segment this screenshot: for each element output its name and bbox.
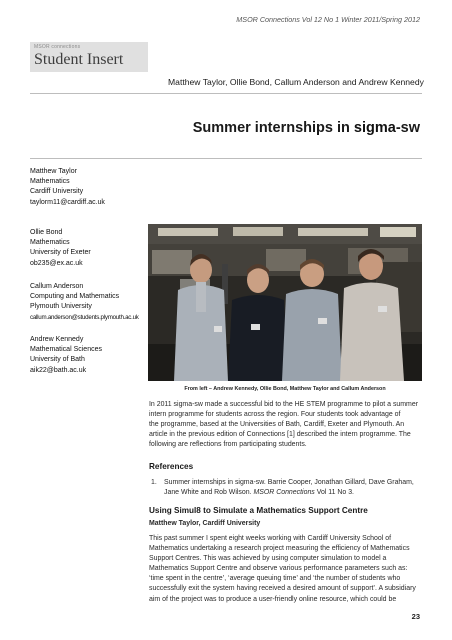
affiliation-dept: Mathematics bbox=[30, 239, 70, 247]
affiliation-dept: Mathematics bbox=[30, 178, 70, 186]
photo-caption: From left – Andrew Kennedy, Ollie Bond, Matthew Taylor and Callum Anderson bbox=[184, 386, 386, 392]
intro-line: intern programme for students across the region. Four students took advantage of bbox=[149, 411, 401, 419]
photo-illustration bbox=[148, 224, 422, 381]
affiliation-email[interactable]: ob235@ex.ac.uk bbox=[30, 259, 83, 267]
affiliation-university: Plymouth University bbox=[30, 303, 92, 311]
section-heading: Using Simul8 to Simulate a Mathematics Support Centre bbox=[149, 506, 368, 515]
body-line: aim of the project was to produce a user-friendly online resource, which could be bbox=[149, 595, 397, 603]
affiliation-name: Andrew Kennedy bbox=[30, 336, 84, 343]
page-number: 23 bbox=[411, 612, 420, 621]
insert-title: Student Insert bbox=[34, 51, 124, 68]
sigma-brand: sigma bbox=[353, 120, 396, 136]
journal-name: MSOR Connections bbox=[253, 489, 315, 497]
running-head: MSOR Connections Vol 12 No 1 Winter 2011/Spring 2012 bbox=[236, 15, 420, 24]
body-line: successfully exit the system having received a desired amount of support’. A subsidiary bbox=[149, 585, 416, 593]
divider-title bbox=[30, 158, 422, 159]
affiliation-dept: Mathematical Sciences bbox=[30, 346, 102, 354]
reference-line: Summer internships in sigma-sw. Barrie Cooper, Jonathan Gillard, Dave Graham, bbox=[164, 479, 414, 486]
affiliation-name: Ollie Bond bbox=[30, 229, 63, 236]
student-insert-banner bbox=[30, 42, 148, 72]
interns-group-photo bbox=[148, 224, 422, 381]
section-byline: Matthew Taylor, Cardiff University bbox=[149, 520, 261, 527]
affiliation-taylor bbox=[30, 167, 152, 208]
affiliation-email[interactable]: callum.anderson@students.plymouth.ac.uk bbox=[30, 313, 139, 321]
insert-small-label: MSOR connections bbox=[34, 44, 81, 50]
article-title: Summer internships in sigma-sw bbox=[192, 120, 420, 136]
intro-line: the programme, based at the Universities of Bath, Cardiff, Exeter and Plymouth. An bbox=[149, 421, 405, 429]
affiliation-kennedy bbox=[30, 335, 152, 376]
body-line: Support Centres. This was achieved by using computer simulation to model a bbox=[149, 555, 387, 563]
reference-number: 1. bbox=[151, 479, 157, 486]
intro-line: following are reflections from participating students. bbox=[149, 441, 307, 449]
affiliation-anderson bbox=[30, 282, 152, 323]
divider-top bbox=[30, 93, 422, 94]
affiliation-university: University of Exeter bbox=[30, 249, 91, 257]
body-line: This past summer I spent eight weeks working with Cardiff University School of bbox=[149, 535, 392, 542]
affiliation-email[interactable]: aik22@bath.ac.uk bbox=[30, 366, 87, 374]
affiliation-dept: Computing and Mathematics bbox=[30, 293, 120, 301]
affiliation-bond bbox=[30, 228, 152, 269]
affiliation-name: Matthew Taylor bbox=[30, 168, 77, 175]
authors-line: Matthew Taylor, Ollie Bond, Callum Anderson and Andrew Kennedy bbox=[168, 77, 424, 87]
intro-paragraph bbox=[149, 400, 423, 450]
body-line: ‘time spent in the centre’, ‘average queuing time’ and ‘the number of students who bbox=[149, 575, 401, 583]
body-line: Mathematics Support Centre and observe various performance parameters such as: bbox=[149, 565, 408, 573]
intro-line: article in the previous edition of Connections [1] described the intern programme. The bbox=[149, 431, 411, 439]
intro-line: In 2011 sigma-sw made a successful bid to the HE STEM programme to pilot a summer bbox=[149, 401, 418, 408]
references-heading: References bbox=[149, 462, 194, 471]
section-body bbox=[149, 534, 423, 605]
affiliation-email[interactable]: taylorm11@cardiff.ac.uk bbox=[30, 198, 105, 206]
affiliation-university: University of Bath bbox=[30, 356, 85, 364]
affiliation-name: Callum Anderson bbox=[30, 283, 84, 290]
affiliation-university: Cardiff University bbox=[30, 188, 84, 196]
reference-line: Jane White and Rob Wilson. MSOR Connections Vol 11 No 3. bbox=[164, 489, 354, 497]
body-line: Mathematics undertaking a research project measuring the efficiency of Mathematics bbox=[149, 545, 410, 553]
